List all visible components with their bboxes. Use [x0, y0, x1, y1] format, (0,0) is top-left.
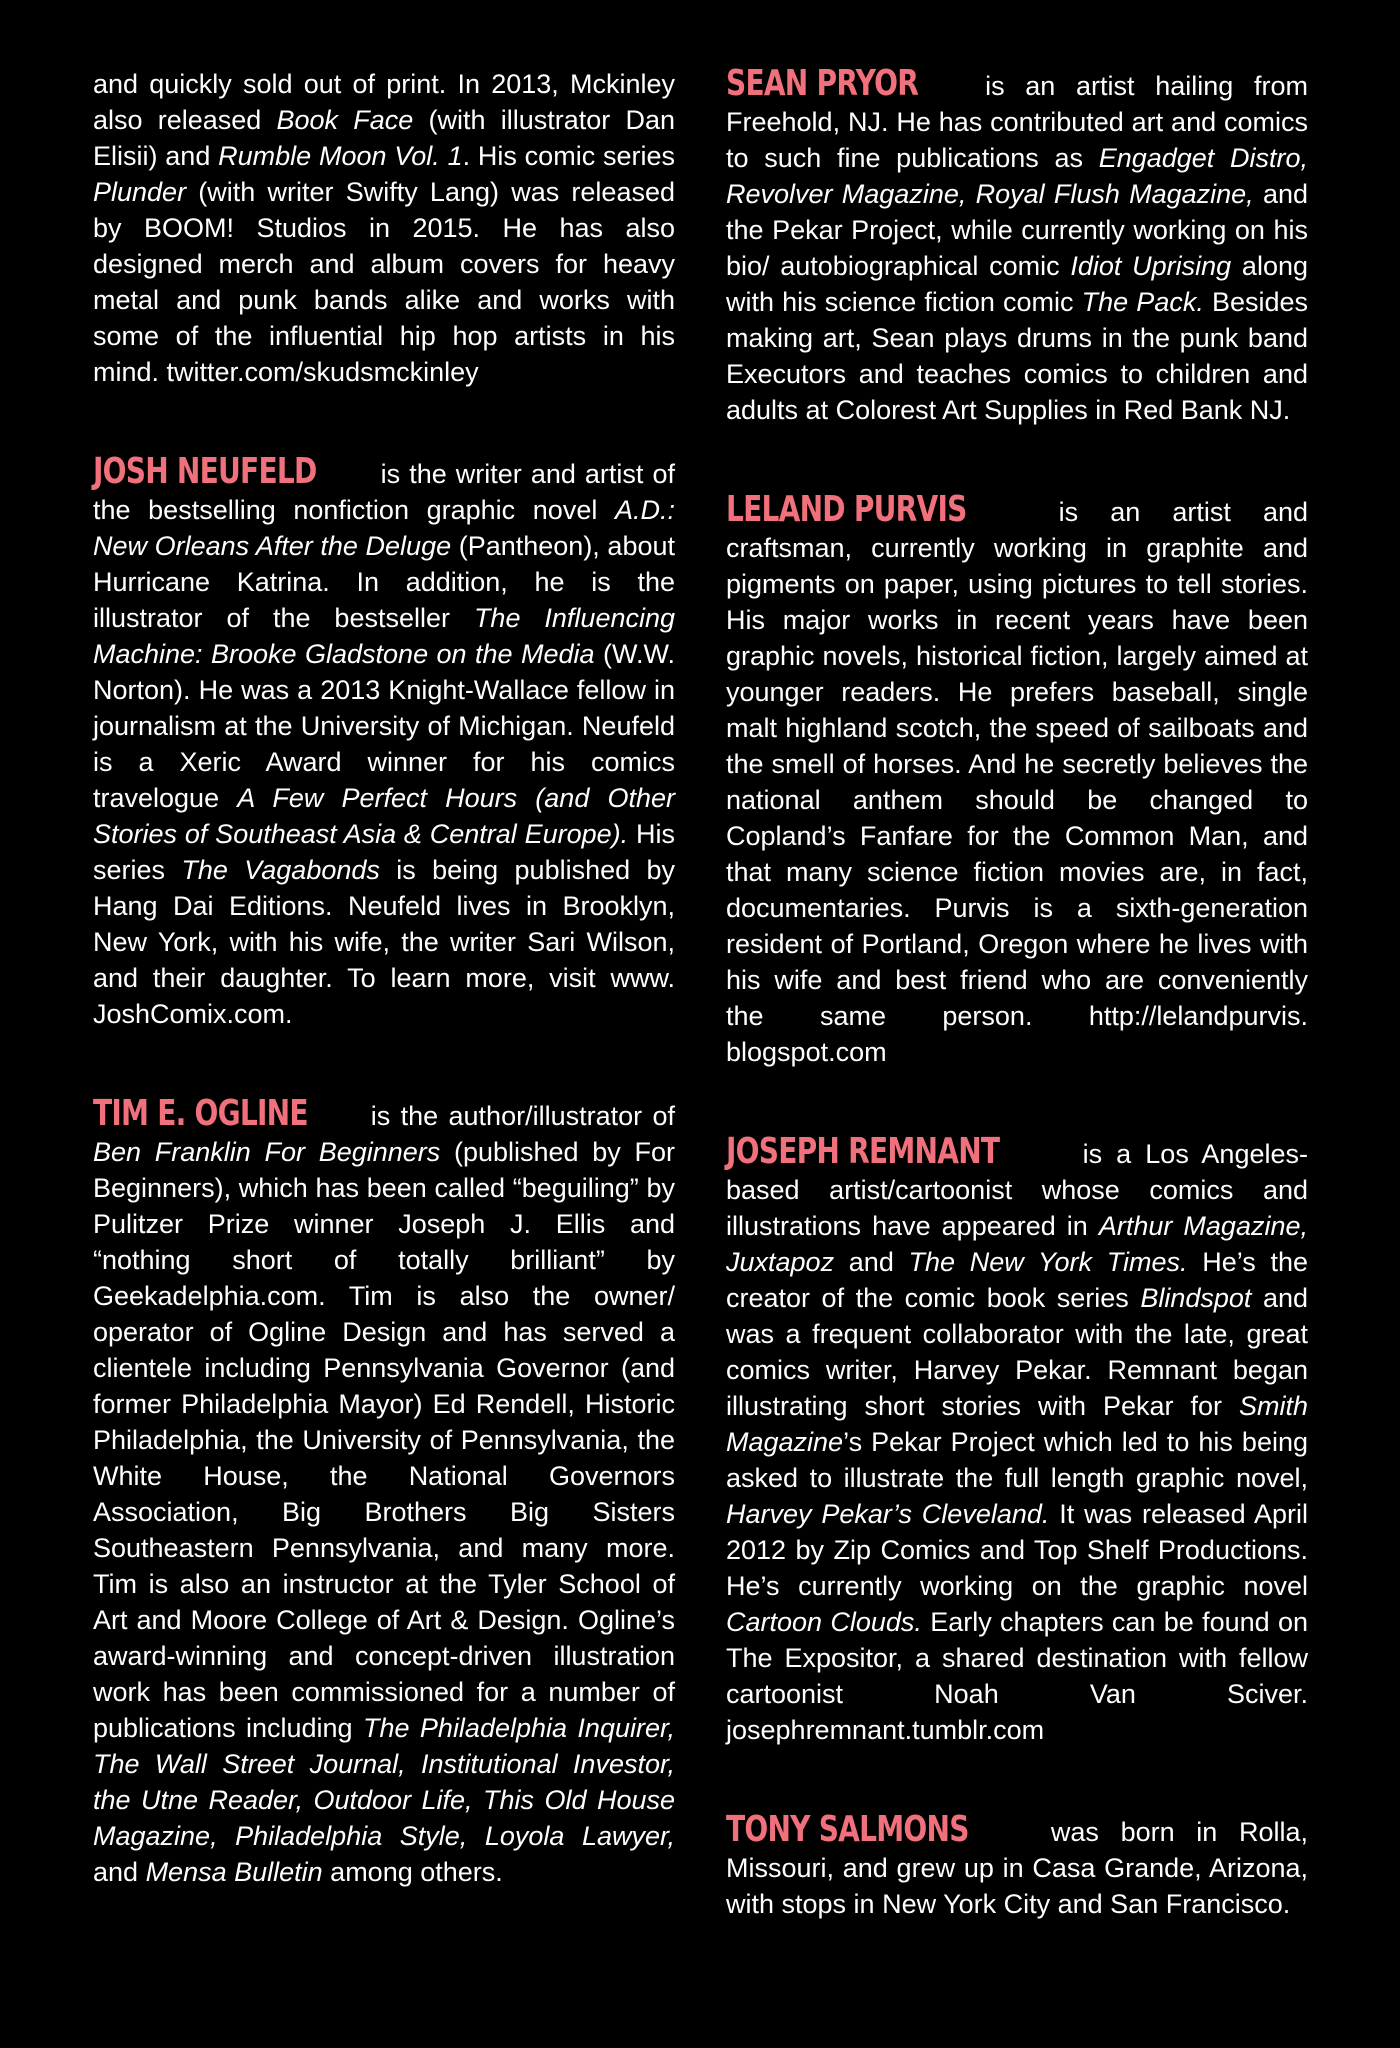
bio-text-run: and quickly sold out of print. In 2013, Mckinley also released: [93, 69, 675, 135]
bio-text-run: and: [93, 1857, 146, 1887]
italic-title: A.D.: New Orleans After the Deluge: [93, 495, 675, 561]
italic-title: Rumble Moon Vol. 1: [218, 141, 463, 171]
bio-text-joseph-remnant: [726, 1139, 1308, 1745]
bio-text-run: is the writer and artist of the bestselling nonfiction graphic novel: [93, 459, 675, 525]
italic-title: The Vagabonds: [181, 855, 380, 885]
bio-text-run: (published by For Beginners), which has been called “beguiling” by Pulitzer Prize winner Joseph J. Ellis and “nothing short of totally brilliant” by Geekadelphia.com. Tim is also the owner/ operator of Ogline Design and has served a clientele including Pennsylvania Governor (and former Philadelphia Mayor) Ed Rendell, Historic Philadelphia, the University of Pennsylvania, the White House, the National Governors Association, Big Brothers Big Sisters Southeastern Pennsylvania, and many more. Tim is also an instructor at the Tyler School of Art and Moore College of Art & Design. Ogline’s award-winning and concept-driven illustration work has been commissioned for a number of publications including: [93, 1137, 676, 1743]
bio-tim-ogline: [93, 1093, 676, 1890]
bio-text-run: It was released April 2012 by Zip Comics and Top Shelf Productions. He’s currently working on the graphic novel: [726, 1499, 1308, 1601]
italic-title: Ben Franklin For Beginners: [93, 1137, 441, 1167]
bio-text-run: . His comic series: [462, 141, 676, 171]
italic-title: Smith Magazine: [726, 1391, 1308, 1457]
italic-title: The Philadelphia Inquirer, The Wall Street Journal, Institutional Investor, the Utne Reader, Outdoor Life, This Old House Magazine, Philadelphia Style, Loyola Lawyer,: [93, 1713, 675, 1851]
italic-title: Mensa Bulletin: [145, 1857, 323, 1887]
bio-text-run: His series: [93, 819, 676, 885]
bio-text-run: (with illustrator Dan Elisii) and: [93, 105, 675, 171]
bio-text-run: and was a frequent collaborator with the late, great comics writer, Harvey Pekar. Remnant began illustrating short stories with Pekar for: [726, 1283, 1308, 1421]
bio-text-run: is a Los Angeles-based artist/cartoonist whose comics and illustrations have appeared in: [726, 1139, 1308, 1241]
bio-name-sean-pryor: SEAN PRYOR: [726, 63, 919, 104]
italic-title: The Pack.: [1081, 287, 1204, 317]
bio-name-joseph-remnant: JOSEPH REMNANT: [726, 1131, 1000, 1172]
italic-title: Book Face: [276, 105, 414, 135]
bio-text-run: (Pantheon), about Hurricane Katrina. In addition, he is the illustrator of the bestseller: [93, 531, 675, 633]
bio-text-run: Early chapters can be found on The Expositor, a shared destination with fellow cartoonist Noah Van Sciver. josephremnant.tumblr.com: [726, 1607, 1308, 1745]
bio-text-run: is being published by Hang Dai Editions. Neufeld lives in Brooklyn, New York, with his wife, the writer Sari Wilson, and their daughter. To learn more, visit www. JoshComix.com.: [93, 855, 676, 1029]
bio-text-run: He’s the creator of the comic book series: [726, 1247, 1308, 1313]
bio-text-run: Besides making art, Sean plays drums in the punk band Executors and teaches comics to children and adults at Colorest Art Supplies in Red Bank NJ.: [726, 287, 1309, 425]
bio-continuation: [93, 66, 675, 390]
bio-text-run: is an artist and craftsman, currently working in graphite and pigments on paper, using pictures to tell stories. His major works in recent years have been graphic novels, historical fiction, largely aimed at younger readers. He prefers baseball, single malt highland scotch, the speed of sailboats and the smell of horses. And he secretly believes the national anthem should be changed to Copland’s Fanfare for the Common Man, and that many science fiction movies are, in fact, documentaries. Purvis is a sixth-generation resident of Portland, Oregon where he lives with his wife and best friend who are conveniently the same person. http://lelandpurvis. blogspot.com: [726, 497, 1308, 1067]
italic-title: A Few Perfect Hours (and Other Stories of Southeast Asia & Central Europe).: [93, 783, 675, 849]
bio-text-run: (with writer Swifty Lang) was released by BOOM! Studios in 2015. He has also designed merch and album covers for heavy metal and punk bands alike and works with some of the influential hip hop artists in his mind. twitter.com/skudsmckinley: [93, 177, 675, 387]
bio-name-josh-neufeld: JOSH NEUFELD: [93, 451, 317, 492]
bio-text-run: is an artist hailing from Freehold, NJ. He has contributed art and comics to such fine publications as: [726, 71, 1308, 173]
bio-text-run: was born in Rolla, Missouri, and grew up in Casa Grande, Arizona, with stops in New York City and San Francisco.: [726, 1817, 1308, 1919]
italic-title: Idiot Uprising: [1070, 251, 1232, 281]
bio-name-leland-purvis: LELAND PURVIS: [726, 489, 967, 530]
right-column: [726, 63, 1309, 1922]
bio-josh-neufeld: [93, 451, 676, 1032]
bio-leland-purvis: [726, 489, 1308, 1070]
bio-text-run: ’s Pekar Project which led to his being asked to illustrate the full length graphic novel,: [726, 1427, 1308, 1493]
bio-text-run: along with his science fiction comic: [726, 251, 1308, 317]
bio-text-run: among others.: [322, 1857, 503, 1887]
bio-tony-salmons: [726, 1809, 1308, 1922]
left-column: [93, 66, 675, 1890]
italic-title: Blindspot: [1140, 1283, 1252, 1313]
bio-joseph-remnant: [726, 1131, 1308, 1748]
italic-title: Harvey Pekar’s Cleveland.: [726, 1499, 1050, 1529]
italic-title: The New York Times.: [908, 1247, 1188, 1277]
bio-text-tim-ogline: [93, 1101, 675, 1887]
bio-text-leland-purvis: [726, 497, 1308, 1067]
bio-text-run: and the Pekar Project, while currently working on his bio/ autobiographical comic: [726, 179, 1308, 281]
italic-title: Cartoon Clouds.: [726, 1607, 922, 1637]
italic-title: Arthur Magazine, Juxtapoz: [726, 1211, 1308, 1277]
bio-name-tony-salmons: TONY SALMONS: [726, 1809, 969, 1850]
italic-title: Engadget Distro, Revolver Magazine, Royal Flush Magazine,: [726, 143, 1308, 209]
bio-sean-pryor: [726, 63, 1309, 428]
bio-text-josh-neufeld: [93, 459, 675, 1029]
bio-text-run: (W.W. Norton). He was a 2013 Knight-Wallace fellow in journalism at the University of Michigan. Neufeld is a Xeric Award winner for his comics travelogue: [93, 639, 675, 813]
bio-text-sean-pryor: [726, 71, 1308, 425]
bio-text-run: is the author/illustrator of: [360, 1101, 675, 1131]
italic-title: The Influencing Machine: Brooke Gladstone on the Media: [93, 603, 676, 669]
bio-name-tim-ogline: TIM E. OGLINE: [93, 1093, 308, 1134]
italic-title: Plunder: [93, 177, 187, 207]
bio-text-run: and: [834, 1247, 909, 1277]
